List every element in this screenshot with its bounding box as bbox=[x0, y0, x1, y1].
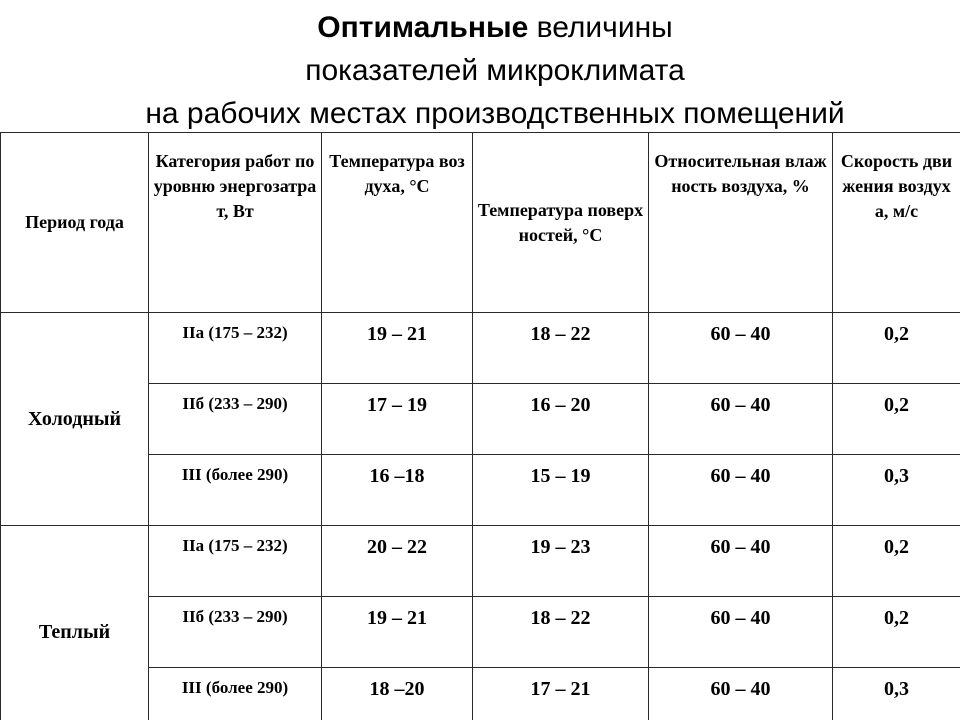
air-temperature-cell: 20 – 22 bbox=[322, 526, 473, 597]
title-line-3: на рабочих местах производственных помещений bbox=[145, 97, 845, 130]
humidity-cell: 60 – 40 bbox=[649, 384, 833, 455]
header-period: Период года bbox=[1, 133, 149, 313]
air-temperature-cell: 18 –20 bbox=[322, 668, 473, 720]
header-category: Категория работ по уровню энергозатрат, Вт bbox=[149, 133, 322, 313]
title-bold-word: Оптимальные bbox=[317, 11, 529, 44]
category-cell: III (более 290) bbox=[149, 668, 322, 720]
title-line-1 bbox=[0, 6, 960, 49]
air-speed-cell: 0,3 bbox=[833, 668, 960, 720]
category-cell: IIб (233 – 290) bbox=[149, 384, 322, 455]
surface-temperature-cell: 16 – 20 bbox=[473, 384, 649, 455]
category-cell: IIб (233 – 290) bbox=[149, 597, 322, 668]
surface-temperature-cell: 19 – 23 bbox=[473, 526, 649, 597]
humidity-cell: 60 – 40 bbox=[649, 313, 833, 384]
air-speed-cell: 0,3 bbox=[833, 455, 960, 526]
air-speed-cell: 0,2 bbox=[833, 597, 960, 668]
humidity-cell: 60 – 40 bbox=[649, 668, 833, 720]
header-air-temperature: Температура воздуха, °С bbox=[322, 133, 473, 313]
title-line-2: показателей микроклимата bbox=[305, 54, 685, 87]
air-temperature-cell: 16 –18 bbox=[322, 455, 473, 526]
category-cell: III (более 290) bbox=[149, 455, 322, 526]
air-speed-cell: 0,2 bbox=[833, 384, 960, 455]
period-cell: Холодный bbox=[1, 313, 149, 526]
air-temperature-cell: 19 – 21 bbox=[322, 597, 473, 668]
air-speed-cell: 0,2 bbox=[833, 526, 960, 597]
header-row bbox=[1, 133, 960, 313]
category-cell: IIа (175 – 232) bbox=[149, 313, 322, 384]
surface-temperature-cell: 15 – 19 bbox=[473, 455, 649, 526]
microclimate-table bbox=[0, 132, 960, 720]
air-temperature-cell: 19 – 21 bbox=[322, 313, 473, 384]
category-cell: IIа (175 – 232) bbox=[149, 526, 322, 597]
title-line-1-rest: величины bbox=[528, 11, 673, 44]
slide-title bbox=[0, 6, 960, 135]
table-row bbox=[1, 526, 960, 597]
header-relative-humidity: Относительная влажность воздуха, % bbox=[649, 133, 833, 313]
header-surface-temperature: Температура поверхностей, °С bbox=[473, 133, 649, 313]
surface-temperature-cell: 18 – 22 bbox=[473, 313, 649, 384]
humidity-cell: 60 – 40 bbox=[649, 597, 833, 668]
air-temperature-cell: 17 – 19 bbox=[322, 384, 473, 455]
period-cell: Теплый bbox=[1, 526, 149, 720]
surface-temperature-cell: 18 – 22 bbox=[473, 597, 649, 668]
humidity-cell: 60 – 40 bbox=[649, 455, 833, 526]
table-row bbox=[1, 313, 960, 384]
humidity-cell: 60 – 40 bbox=[649, 526, 833, 597]
surface-temperature-cell: 17 – 21 bbox=[473, 668, 649, 720]
header-air-speed: Скорость движения воздуха, м/с bbox=[833, 133, 960, 313]
air-speed-cell: 0,2 bbox=[833, 313, 960, 384]
